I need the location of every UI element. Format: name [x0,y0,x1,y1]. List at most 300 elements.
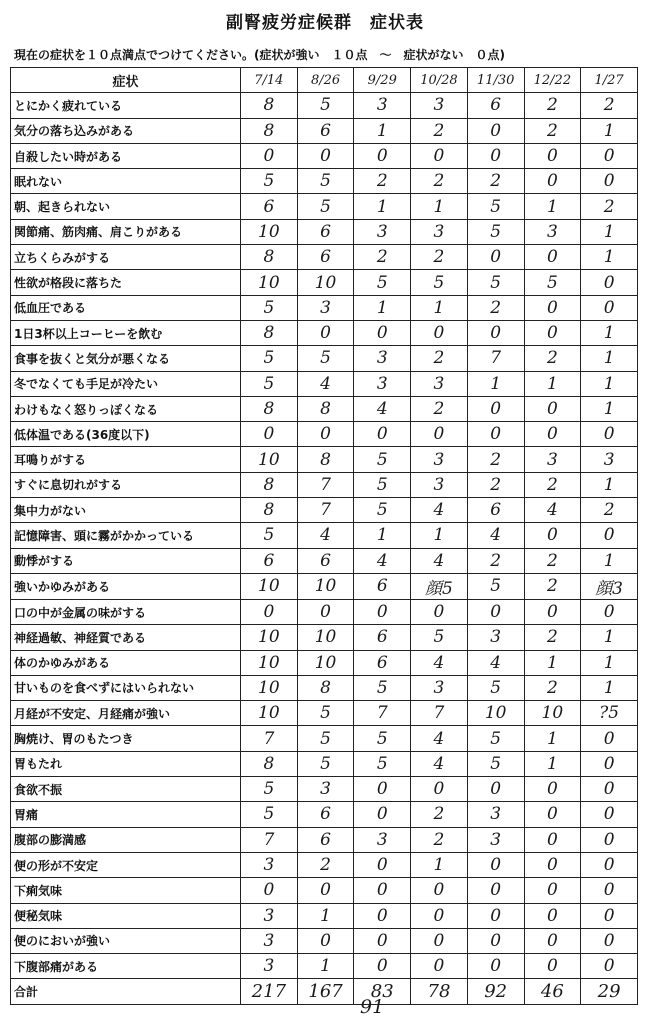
score-cell: 0 [524,143,581,168]
score-cell: 0 [467,954,524,979]
score-cell: 3 [411,447,468,472]
symptom-label: 甘いものを食べずにはいられない [11,675,241,700]
score-cell: 3 [297,295,354,320]
score-cell: 1 [524,371,581,396]
date-header: 9/29 [354,68,411,93]
symptom-row [11,573,638,599]
score-cell: 0 [354,143,411,168]
symptom-row [11,954,638,979]
score-cell: 10 [241,573,298,599]
total-label: 合計 [11,979,241,1004]
score-cell: 2 [411,346,468,371]
score-cell: 5 [297,194,354,219]
score-cell: 0 [524,802,581,827]
score-cell: 6 [354,573,411,599]
score-cell: 5 [467,270,524,295]
symptom-row [11,548,638,573]
score-cell: 2 [467,447,524,472]
symptom-row [11,878,638,903]
score-cell: 1 [581,245,638,270]
score-cell: 顔3 [581,573,638,599]
score-cell: 0 [297,599,354,624]
score-cell: 7 [297,472,354,497]
score-cell: 0 [581,827,638,852]
score-cell: 10 [467,701,524,726]
symptom-label: 立ちくらみがする [11,245,241,270]
score-cell: 顔5 [411,573,468,599]
score-cell: 5 [354,675,411,700]
score-cell: 2 [524,573,581,599]
symptom-row [11,802,638,827]
symptom-row [11,650,638,675]
score-cell: 0 [524,245,581,270]
score-cell: 0 [524,878,581,903]
symptom-row [11,751,638,776]
score-cell: 0 [354,878,411,903]
symptom-label: 1日3杯以上コーヒーを飲む [11,320,241,345]
score-cell: 5 [297,169,354,194]
score-cell: 3 [354,371,411,396]
score-cell: 10 [241,625,298,650]
score-cell: 1 [411,523,468,548]
score-cell: 6 [467,498,524,523]
score-cell: 3 [297,777,354,802]
score-cell: 0 [467,928,524,953]
score-cell: 1 [581,396,638,421]
score-cell: 0 [581,802,638,827]
score-cell: 3 [241,852,298,877]
score-cell: 1 [524,751,581,776]
score-cell: 5 [297,751,354,776]
total-value: 83 [354,979,411,1004]
score-cell: 5 [467,194,524,219]
score-cell: 3 [354,827,411,852]
score-cell: 3 [411,219,468,244]
score-cell: 1 [581,371,638,396]
date-header: 11/30 [467,68,524,93]
score-cell: 2 [524,118,581,143]
score-cell: 10 [241,270,298,295]
score-cell: 5 [411,625,468,650]
symptom-label: わけもなく怒りっぽくなる [11,396,241,421]
score-cell: 0 [524,827,581,852]
score-cell: 3 [354,346,411,371]
score-cell: 7 [241,827,298,852]
score-cell: 0 [354,928,411,953]
score-cell: 2 [297,852,354,877]
score-cell: 0 [241,599,298,624]
score-cell: 1 [354,295,411,320]
score-cell: 0 [524,777,581,802]
symptom-label: 眠れない [11,169,241,194]
score-cell: 8 [241,93,298,118]
score-cell: 0 [524,523,581,548]
score-cell: 4 [411,650,468,675]
score-cell: 5 [241,295,298,320]
symptom-label: 耳鳴りがする [11,447,241,472]
score-cell: 6 [354,650,411,675]
score-cell: 2 [467,548,524,573]
symptom-row [11,270,638,295]
score-cell: 0 [581,777,638,802]
score-cell: 2 [467,472,524,497]
symptom-row [11,777,638,802]
symptom-label: 性欲が格段に落ちた [11,270,241,295]
score-cell: 3 [411,472,468,497]
total-value: 29 [581,979,638,1004]
score-cell: 5 [241,523,298,548]
score-cell: 2 [467,169,524,194]
symptom-row [11,903,638,928]
date-header: 1/27 [581,68,638,93]
score-cell: 5 [241,346,298,371]
score-cell: 4 [354,396,411,421]
score-cell: 1 [581,625,638,650]
score-cell: 5 [241,777,298,802]
score-cell: 8 [297,675,354,700]
score-cell: 0 [354,599,411,624]
score-cell: 3 [467,827,524,852]
score-cell: 0 [524,396,581,421]
score-cell: 7 [241,726,298,751]
score-cell: 1 [411,852,468,877]
score-cell: 10 [241,219,298,244]
score-cell: ?5 [581,701,638,726]
score-cell: 2 [524,93,581,118]
score-cell: 8 [241,751,298,776]
score-cell: 0 [297,928,354,953]
score-cell: 2 [354,169,411,194]
score-cell: 0 [524,954,581,979]
score-cell: 0 [411,878,468,903]
symptom-row [11,118,638,143]
score-cell: 8 [241,472,298,497]
score-cell: 0 [411,422,468,447]
score-cell: 6 [297,802,354,827]
score-cell: 5 [241,169,298,194]
score-cell: 3 [524,219,581,244]
score-cell: 4 [354,548,411,573]
score-cell: 0 [581,878,638,903]
score-cell: 7 [411,701,468,726]
symptom-label: 強いかゆみがある [11,573,241,599]
symptom-row [11,346,638,371]
score-cell: 4 [411,548,468,573]
symptom-row [11,219,638,244]
score-cell: 2 [524,625,581,650]
score-cell: 1 [581,320,638,345]
symptom-row [11,523,638,548]
score-cell: 1 [297,903,354,928]
score-cell: 1 [411,194,468,219]
score-cell: 0 [297,320,354,345]
score-cell: 0 [524,852,581,877]
score-cell: 5 [467,675,524,700]
score-cell: 0 [581,852,638,877]
score-cell: 0 [411,928,468,953]
score-cell: 0 [297,143,354,168]
symptom-header: 症状 [11,68,241,93]
score-cell: 0 [297,422,354,447]
score-cell: 1 [411,295,468,320]
score-cell: 5 [467,573,524,599]
symptom-label: 朝、起きられない [11,194,241,219]
score-cell: 0 [467,245,524,270]
score-cell: 6 [297,548,354,573]
score-cell: 5 [297,346,354,371]
symptom-row [11,928,638,953]
score-cell: 8 [241,396,298,421]
score-cell: 6 [467,93,524,118]
score-cell: 0 [411,320,468,345]
score-cell: 2 [524,548,581,573]
score-cell: 4 [524,498,581,523]
score-cell: 6 [241,194,298,219]
score-cell: 0 [354,802,411,827]
total-row [11,979,638,1004]
score-cell: 0 [524,320,581,345]
score-cell: 8 [241,245,298,270]
score-cell: 4 [411,726,468,751]
score-cell: 4 [411,498,468,523]
score-cell: 5 [241,371,298,396]
score-cell: 2 [354,245,411,270]
symptom-label: 低体温である(36度以下) [11,422,241,447]
score-cell: 0 [467,118,524,143]
score-cell: 0 [467,320,524,345]
symptom-label: 神経過敏、神経質である [11,625,241,650]
score-cell: 2 [581,498,638,523]
score-cell: 0 [581,928,638,953]
score-cell: 2 [524,675,581,700]
score-cell: 7 [467,346,524,371]
score-cell: 5 [411,270,468,295]
symptom-row [11,625,638,650]
score-cell: 0 [411,599,468,624]
score-cell: 8 [297,396,354,421]
date-header: 7/14 [241,68,298,93]
score-cell: 0 [524,295,581,320]
symptom-row [11,371,638,396]
symptom-table [10,67,638,1005]
score-cell: 2 [411,802,468,827]
symptom-row [11,245,638,270]
symptom-label: 集中力がない [11,498,241,523]
date-header: 12/22 [524,68,581,93]
score-cell: 4 [467,523,524,548]
symptom-label: 食欲不振 [11,777,241,802]
score-cell: 1 [354,194,411,219]
symptom-label: 動悸がする [11,548,241,573]
symptom-label: 胸焼け、胃のもたつき [11,726,241,751]
score-cell: 5 [297,701,354,726]
score-cell: 3 [524,447,581,472]
score-cell: 5 [354,498,411,523]
symptom-label: 低血圧である [11,295,241,320]
score-cell: 4 [297,523,354,548]
total-value: 217 [241,979,298,1004]
score-cell: 0 [581,523,638,548]
score-cell: 6 [297,118,354,143]
score-cell: 0 [581,751,638,776]
symptom-label: 月経が不安定、月経痛が強い [11,701,241,726]
score-cell: 0 [467,143,524,168]
score-cell: 1 [581,548,638,573]
score-cell: 3 [354,93,411,118]
symptom-row [11,295,638,320]
score-cell: 10 [524,701,581,726]
symptom-label: 関節痛、筋肉痛、肩こりがある [11,219,241,244]
score-cell: 5 [297,93,354,118]
symptom-label: 胃痛 [11,802,241,827]
score-cell: 0 [467,599,524,624]
score-cell: 5 [354,751,411,776]
score-cell: 8 [241,320,298,345]
score-cell: 3 [241,903,298,928]
symptom-row [11,827,638,852]
score-cell: 0 [581,954,638,979]
score-cell: 10 [297,270,354,295]
score-cell: 3 [467,802,524,827]
symptom-label: 腹部の膨満感 [11,827,241,852]
score-cell: 1 [524,726,581,751]
score-cell: 0 [581,422,638,447]
score-cell: 2 [411,245,468,270]
correction-note: 91 [360,996,385,1018]
score-cell: 5 [354,270,411,295]
score-cell: 0 [411,143,468,168]
score-cell: 1 [581,472,638,497]
score-cell: 2 [524,472,581,497]
score-cell: 6 [297,827,354,852]
score-cell: 0 [581,903,638,928]
symptom-label: 下痢気味 [11,878,241,903]
symptom-row [11,472,638,497]
score-cell: 10 [241,701,298,726]
score-cell: 10 [241,650,298,675]
symptom-label: 気分の落ち込みがある [11,118,241,143]
score-cell: 0 [241,422,298,447]
score-cell: 0 [354,852,411,877]
score-cell: 7 [297,498,354,523]
score-cell: 0 [581,726,638,751]
score-cell: 3 [411,93,468,118]
score-cell: 1 [581,650,638,675]
score-cell: 10 [241,447,298,472]
score-cell: 6 [354,625,411,650]
score-cell: 0 [467,777,524,802]
symptom-label: 便の形が不安定 [11,852,241,877]
score-cell: 0 [354,954,411,979]
score-cell: 0 [467,396,524,421]
score-cell: 10 [241,675,298,700]
score-cell: 5 [467,751,524,776]
score-cell: 5 [524,270,581,295]
score-cell: 1 [581,219,638,244]
score-cell: 5 [241,802,298,827]
score-cell: 8 [297,447,354,472]
score-cell: 0 [581,169,638,194]
score-cell: 10 [297,625,354,650]
symptom-label: 便秘気味 [11,903,241,928]
score-cell: 0 [354,903,411,928]
symptom-row [11,599,638,624]
symptom-row [11,396,638,421]
score-cell: 0 [524,422,581,447]
score-cell: 3 [467,625,524,650]
score-cell: 5 [467,219,524,244]
score-cell: 0 [581,270,638,295]
symptom-row [11,169,638,194]
score-cell: 0 [467,903,524,928]
score-cell: 3 [581,447,638,472]
symptom-row [11,726,638,751]
symptom-label: 体のかゆみがある [11,650,241,675]
symptom-label: 食事を抜くと気分が悪くなる [11,346,241,371]
symptom-label: 便のにおいが強い [11,928,241,953]
symptom-label: 胃もたれ [11,751,241,776]
date-header: 10/28 [411,68,468,93]
score-cell: 3 [241,928,298,953]
score-cell: 0 [524,928,581,953]
score-cell: 6 [241,548,298,573]
score-cell: 0 [467,422,524,447]
score-cell: 0 [411,954,468,979]
score-cell: 0 [241,878,298,903]
score-cell: 2 [411,827,468,852]
score-cell: 3 [411,675,468,700]
score-cell: 0 [581,143,638,168]
score-cell: 2 [411,118,468,143]
score-cell: 6 [297,219,354,244]
symptom-row [11,675,638,700]
score-cell: 1 [581,675,638,700]
score-cell: 1 [524,194,581,219]
score-cell: 0 [581,599,638,624]
score-cell: 1 [581,118,638,143]
score-cell: 0 [411,777,468,802]
score-cell: 5 [297,726,354,751]
symptom-label: 自殺したい時がある [11,143,241,168]
instruction-text: 現在の症状を１０点満点でつけてください。(症状が強い １０点 ～ 症状がない ０点) [14,48,505,62]
score-cell: 0 [524,599,581,624]
score-cell: 8 [241,498,298,523]
score-cell: 2 [581,93,638,118]
score-cell: 2 [467,295,524,320]
score-cell: 7 [354,701,411,726]
score-cell: 10 [297,573,354,599]
symptom-row [11,447,638,472]
symptom-label: 冬でなくても手足が冷たい [11,371,241,396]
symptom-row [11,422,638,447]
score-cell: 0 [297,878,354,903]
score-cell: 1 [467,371,524,396]
score-cell: 2 [524,346,581,371]
score-cell: 0 [241,143,298,168]
score-cell: 1 [581,346,638,371]
score-cell: 0 [524,903,581,928]
score-cell: 4 [411,751,468,776]
score-cell: 10 [297,650,354,675]
symptom-row [11,143,638,168]
score-cell: 3 [411,371,468,396]
score-cell: 5 [354,726,411,751]
symptom-row [11,498,638,523]
score-cell: 0 [581,295,638,320]
symptom-label: 下腹部痛がある [11,954,241,979]
symptom-label: 口の中が金属の味がする [11,599,241,624]
score-cell: 2 [411,169,468,194]
